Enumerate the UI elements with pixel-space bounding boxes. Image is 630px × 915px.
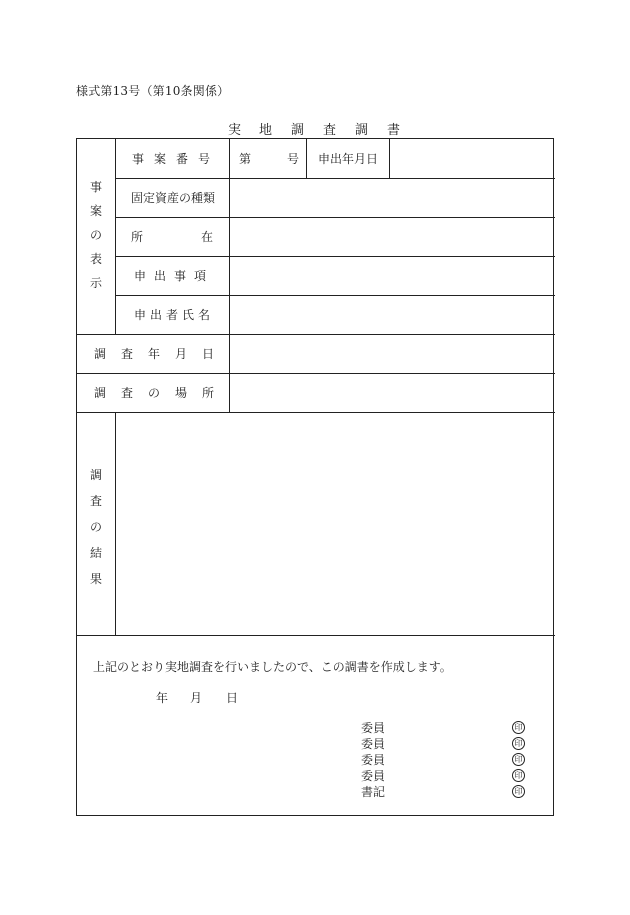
survey-place-label: 調査の場所 <box>94 386 230 400</box>
application-matter-field[interactable] <box>230 257 554 295</box>
seal-icon: 印 <box>512 737 525 750</box>
survey-result-group-label <box>89 469 103 589</box>
date-day-label: 日 <box>226 691 239 705</box>
seal-mark <box>512 735 525 750</box>
case-number-label: 事案番号 <box>132 152 221 166</box>
survey-form-table <box>76 138 554 816</box>
title-char: 書 <box>387 123 401 138</box>
group-char: の <box>89 520 102 534</box>
signatory-role: 委員 <box>361 721 386 735</box>
signatory-role: 委員 <box>361 753 386 767</box>
group-char: 調 <box>89 468 102 482</box>
title-char: 調 <box>355 123 369 138</box>
location-label: 在 <box>201 230 214 244</box>
seal-mark <box>512 767 525 782</box>
group-char: 果 <box>89 572 102 586</box>
group-char: の <box>89 228 102 242</box>
case-display-group-label <box>89 181 103 301</box>
title-char: 地 <box>259 123 273 138</box>
survey-date-field[interactable] <box>230 335 554 373</box>
title-char: 調 <box>291 123 305 138</box>
seal-icon: 印 <box>512 721 525 734</box>
case-number-suffix: 号 <box>287 152 300 166</box>
seal-icon: 印 <box>512 769 525 782</box>
application-date-field[interactable] <box>390 139 554 178</box>
group-char: 示 <box>89 276 102 290</box>
date-year-label: 年 <box>156 691 169 705</box>
group-char: 結 <box>89 546 102 560</box>
column-divider <box>306 139 307 178</box>
title-char: 査 <box>323 123 337 138</box>
asset-type-field[interactable] <box>230 179 554 217</box>
group-char: 査 <box>89 494 102 508</box>
certification-statement: 上記のとおり実地調査を行いましたので、この調書を作成します。 <box>93 660 452 674</box>
seal-icon: 印 <box>512 785 525 798</box>
case-number-prefix: 第 <box>239 152 252 166</box>
application-matter-label: 申出事項 <box>134 269 215 283</box>
title-char: 実 <box>228 123 242 138</box>
survey-place-field[interactable] <box>230 374 554 412</box>
group-char: 表 <box>89 252 102 266</box>
group-char: 案 <box>89 204 102 218</box>
applicant-name-field[interactable] <box>230 296 554 334</box>
signatory-role: 委員 <box>361 769 386 783</box>
location-label: 所 <box>131 230 144 244</box>
location-field[interactable] <box>230 218 554 256</box>
application-date-label: 申出年月日 <box>318 152 379 166</box>
column-divider <box>115 139 116 334</box>
seal-mark <box>512 783 525 798</box>
seal-mark <box>512 719 525 734</box>
clerk-role: 書記 <box>361 785 386 799</box>
date-month-label: 月 <box>190 691 203 705</box>
row-divider <box>77 635 555 636</box>
asset-type-label: 固定資産の種類 <box>131 191 216 205</box>
seal-icon: 印 <box>512 753 525 766</box>
survey-date-label: 調査年月日 <box>94 347 230 361</box>
applicant-name-label: 申出者氏名 <box>134 308 215 322</box>
form-number: 様式第13号（第10条関係） <box>76 84 230 98</box>
survey-result-field[interactable] <box>116 413 554 635</box>
seal-mark <box>512 751 525 766</box>
group-char: 事 <box>89 180 102 194</box>
signatory-role: 委員 <box>361 737 386 751</box>
